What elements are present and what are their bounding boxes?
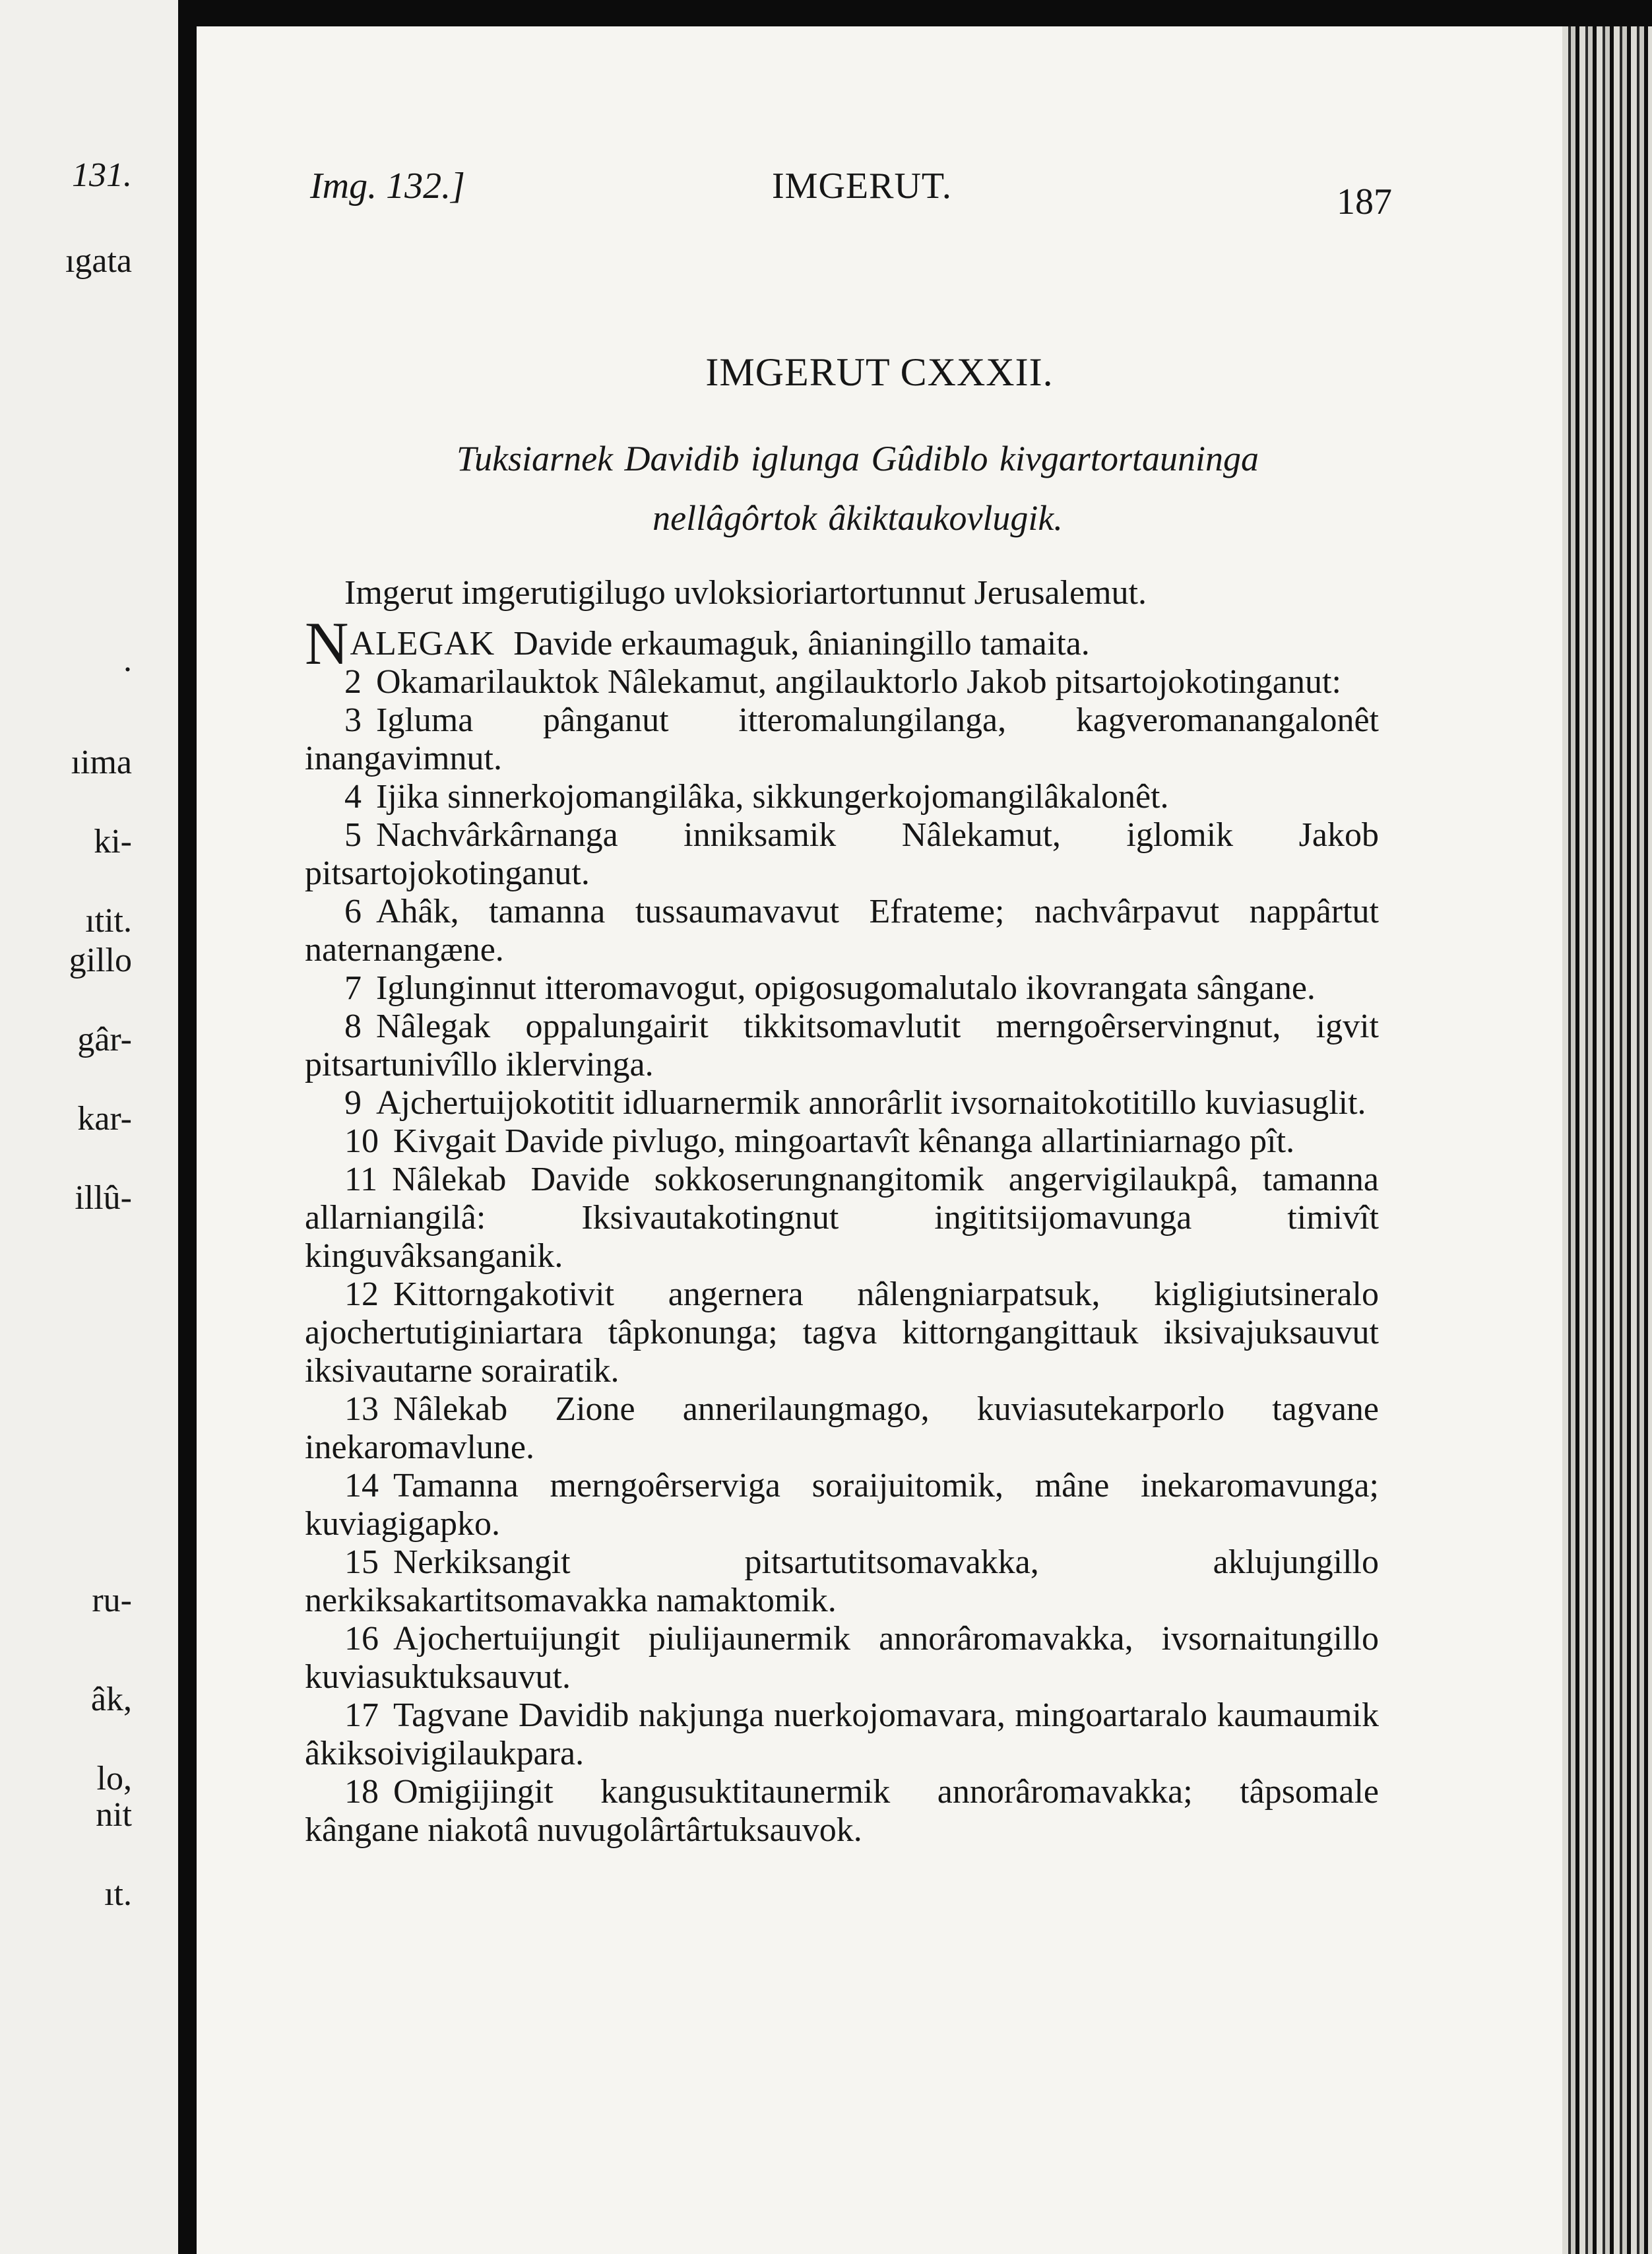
facing-page-fragment: illû- <box>75 1179 132 1217</box>
verse-text: Nâlekab Davide sokkoserungnangitomik angervigilaukpâ, tamanna allarniangilâ: Iksivautakotingnut ingititsijomavunga timivît kinguvâksanganik. <box>305 1161 1379 1275</box>
verse-number: 5 <box>344 816 362 854</box>
verse-text: Omigijingit kangusuktitaunermik annorâromavakka; tâpsomale kângane niakotâ nuvugolârtârtuksauvok. <box>305 1773 1379 1849</box>
verse <box>305 1275 1379 1390</box>
verse <box>305 663 1379 701</box>
verse-text: Ijika sinnerkojomangilâka, sikkungerkojomangilâkalonêt. <box>376 778 1169 816</box>
psalm-reference: Img. 132.] <box>310 166 465 207</box>
verse <box>305 701 1379 778</box>
verse-number: 2 <box>344 663 362 701</box>
verse <box>305 1008 1379 1084</box>
verse-number: 10 <box>344 1122 379 1160</box>
verse-text: Kivgait Davide pivlugo, mingoartavît kênanga allartiniarnago pît. <box>393 1122 1295 1160</box>
verse-number: 12 <box>344 1275 379 1313</box>
verse-text: Nâlekab Zione annerilaungmago, kuviasutekarporlo tagvane inekaromavlune. <box>305 1390 1379 1466</box>
verse-number: 16 <box>344 1620 379 1658</box>
verse <box>305 1696 1379 1773</box>
verse-number: 13 <box>344 1390 379 1428</box>
verse-text: Ajchertuijokotitit idluarnermik annorârlit ivsornaitokotitillo kuviasuglit. <box>376 1084 1366 1122</box>
facing-page-fragment: âk, <box>90 1681 132 1718</box>
verse <box>305 778 1379 816</box>
verse-text: Davide erkaumaguk, ânianingillo tamaita. <box>513 625 1090 662</box>
verse-text: Nerkiksangit pitsartutitsomavakka, aklujungillo nerkiksakartitsomavakka namaktomik. <box>305 1543 1379 1619</box>
facing-page-fragment: gillo <box>69 942 132 979</box>
superscription-line: Tuksiarnek Davidib iglunga Gûdiblo kivgartortauninga <box>457 439 1259 478</box>
verse <box>305 1084 1379 1122</box>
running-title: IMGERUT. <box>772 166 952 207</box>
verse-number: 17 <box>344 1696 379 1734</box>
psalm-intro: Imgerut imgerutigilugo uvloksioriartortunnut Jerusalemut. <box>344 574 1147 612</box>
verse <box>305 816 1379 893</box>
verse-number: 9 <box>344 1084 362 1122</box>
facing-page-fragment: nit <box>96 1796 132 1834</box>
page-edges <box>1562 26 1652 2254</box>
verse-number: 14 <box>344 1467 379 1504</box>
verse-number: 7 <box>344 969 362 1007</box>
scan-border <box>197 0 1652 26</box>
facing-page-fragment: ru- <box>92 1582 132 1619</box>
facing-page-fragment: ki- <box>94 823 132 860</box>
facing-page-fragment: gâr- <box>77 1021 132 1058</box>
verse-text: Nachvârkârnanga inniksamik Nâlekamut, iglomik Jakob pitsartojokotinganut. <box>305 816 1379 892</box>
verse-number: 15 <box>344 1543 379 1581</box>
facing-page-fragment: ıtit. <box>85 902 132 940</box>
verse-text: Tagvane Davidib nakjunga nuerkojomavara, mingoartaralo kaumaumik âkiksoivigilaukpara. <box>305 1696 1379 1772</box>
verse <box>305 1390 1379 1467</box>
verse <box>305 1773 1379 1850</box>
book-gutter <box>178 0 197 2254</box>
verse-number: 3 <box>344 701 362 739</box>
verse-text: Igluma pânganut itteromalungilanga, kagveromanangalonêt inangavimnut. <box>305 701 1379 777</box>
facing-page <box>0 0 178 2254</box>
psalm-title: IMGERUT CXXXII. <box>705 350 1054 394</box>
superscription-line: nellâgôrtok âkiktaukovlugik. <box>652 498 1063 538</box>
verse <box>305 1122 1379 1161</box>
psalm-body <box>305 574 1379 1850</box>
facing-page-fragment: ıima <box>71 744 132 781</box>
verse-number: 8 <box>344 1008 362 1045</box>
verse <box>305 1467 1379 1543</box>
facing-page-fragment: . <box>123 641 132 679</box>
verse-text: Iglunginnut itteromavogut, opigosugomalutalo ikovrangata sângane. <box>376 969 1316 1007</box>
verse-text: Ahâk, tamanna tussaumavavut Efrateme; nachvârpavut nappârtut naternangæne. <box>305 893 1379 969</box>
psalm-superscription <box>350 429 1366 548</box>
verse <box>305 893 1379 969</box>
verse <box>305 1161 1379 1275</box>
drop-cap: N <box>305 610 349 677</box>
verse-number: 11 <box>344 1161 378 1198</box>
verse-number: 6 <box>344 893 362 930</box>
running-header <box>310 165 1392 222</box>
verse-list <box>305 663 1379 1850</box>
verse-number: 4 <box>344 778 362 816</box>
facing-page-fragment: kar- <box>77 1100 132 1138</box>
verse-text: Kittorngakotivit angernera nâlengniarpatsuk, kigligiutsineralo ajochertutiginiartara tâpkonunga; tagva kittorngangittauk iksivajuksauvut iksivautarne sorairatik. <box>305 1275 1379 1390</box>
facing-page-fragment: lo, <box>96 1760 132 1797</box>
page-number: 187 <box>1337 181 1392 222</box>
verse <box>305 1620 1379 1696</box>
verse <box>305 1543 1379 1620</box>
facing-page-fragment: 131. <box>72 156 132 194</box>
verse <box>305 969 1379 1008</box>
small-caps-word: ALEGAK <box>350 625 495 662</box>
verse-number: 18 <box>344 1773 379 1811</box>
facing-page-fragment: ıt. <box>104 1875 132 1913</box>
verse-text: Tamanna merngoêrserviga soraijuitomik, mâne inekaromavunga; kuviagigapko. <box>305 1467 1379 1543</box>
verse-text: Okamarilauktok Nâlekamut, angilauktorlo Jakob pitsartojokotinganut: <box>376 663 1341 701</box>
verse-1 <box>305 610 1379 677</box>
verse-text: Ajochertuijungit piulijaunermik annorâromavakka, ivsornaitungillo kuviasuktuksauvut. <box>305 1620 1379 1696</box>
verse-text: Nâlegak oppalungairit tikkitsomavlutit merngoêrservingnut, igvit pitsartunivîllo iklervinga. <box>305 1008 1379 1083</box>
facing-page-fragment: ıgata <box>65 242 132 280</box>
